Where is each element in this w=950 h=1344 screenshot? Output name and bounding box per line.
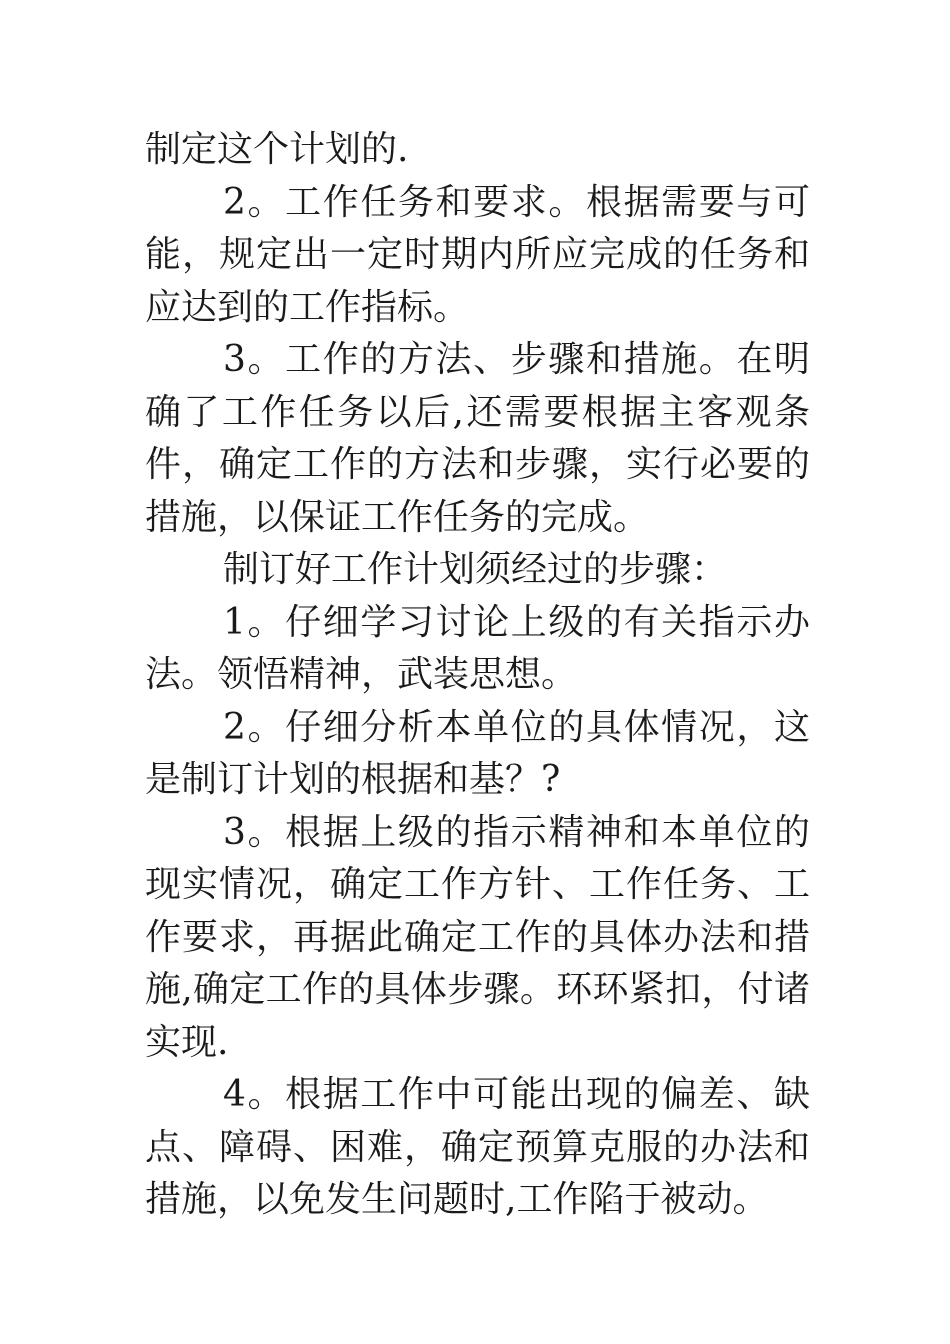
document-body: [145, 124, 810, 1227]
paragraph-methods-steps: 3。工作的方法、步骤和措施。在明确了工作任务以后,还需要根据主客观条件，确定工作的方法和步骤，实行必要的措施，以保证工作任务的完成。: [145, 339, 810, 538]
paragraph-continuation: 制定这个计划的.: [145, 129, 409, 170]
paragraph-step-1: 1。仔细学习讨论上级的有关指示办法。领悟精神，武装思想。: [145, 601, 810, 695]
paragraph-step-2: 2。仔细分析本单位的具体情况，这是制订计划的根据和基？?: [145, 706, 810, 800]
paragraph-step-4: 4。根据工作中可能出现的偏差、缺点、障碍、困难，确定预算克服的办法和措施，以免发生问题时,工作陷于被动。: [145, 1074, 810, 1220]
paragraph-step-3: 3。根据上级的指示精神和本单位的现实情况，确定工作方针、工作任务、工作要求，再据此确定工作的具体办法和措施,确定工作的具体步骤。环环紧扣，付诸实现.: [145, 811, 810, 1063]
paragraph-steps-heading: 制订好工作计划须经过的步骤：: [223, 549, 728, 590]
paragraph-task-requirements: 2。工作任务和要求。根据需要与可能，规定出一定时期内所应完成的任务和应达到的工作指标。: [145, 181, 810, 328]
